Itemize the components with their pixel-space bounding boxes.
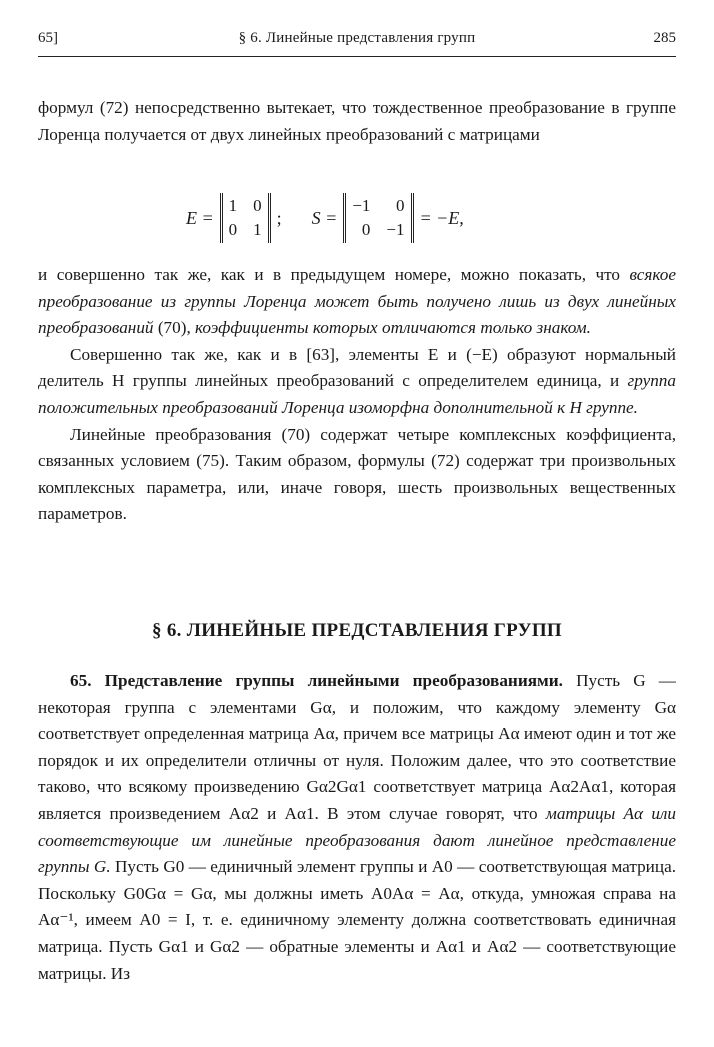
p2-text: и совершенно так же, как и в предыдущем номере, можно показать, что bbox=[38, 265, 621, 284]
running-head bbox=[38, 30, 676, 52]
matrix-cell: −1 bbox=[352, 196, 371, 215]
matrix-equation bbox=[0, 188, 714, 248]
p4-text: Линейные преобразования (70) содержат четыре комплексных коэффициента, связанных условием (75). Таким образом, формулы (72) содержат три произвольных комплексных параметра, или, иначе говоря, шесть произвольных вещественных параметров. bbox=[38, 424, 676, 524]
p2-italic-2: коэффициенты которых отличаются только знаком. bbox=[195, 318, 591, 338]
matrix-s bbox=[343, 193, 413, 243]
p5-text-2: Пусть G0 — единичный элемент группы и A0 — соответствующая матрица. Поскольку G0Gα = Gα, мы должны иметь A0Aα = Aα, откуда, умножая справа на Aα⁻¹, имеем A0 = I, т. е. единичному элементу должна соответствовать единичная матрица. Пусть Gα1 и Gα2 — обратные элементы и Aα1 и Aα2 — соответствующие матрицы. Из bbox=[38, 857, 676, 983]
page-number: 285 bbox=[653, 30, 676, 46]
p3-text: Совершенно так же, как и в [63], элементы E и (−E) образуют нормальный делитель H группы линейных преобразований с определителем единица, и bbox=[38, 344, 676, 391]
eq-lhs-e: E = bbox=[186, 207, 214, 228]
paragraph-1-text: формул (72) непосредственно вытекает, что тождественное преобразование в группе Лоренца получается от двух линейных преобразований с матрицами bbox=[38, 98, 676, 144]
p2-ref: (70), bbox=[157, 318, 191, 338]
paragraph-2 bbox=[38, 262, 676, 528]
paragraph-1 bbox=[38, 95, 676, 148]
section-body bbox=[38, 668, 676, 987]
p2-italic: всякое преобразование из группы Лоренца может быть получено лишь из двух линейных преобразований bbox=[38, 265, 676, 338]
eq-separator: ; bbox=[276, 207, 282, 228]
matrix-e bbox=[220, 193, 271, 243]
matrix-cell: 0 bbox=[361, 220, 371, 239]
running-title: § 6. Линейные представления групп bbox=[238, 30, 476, 46]
matrix-cell: 1 bbox=[253, 220, 262, 239]
p5-text: Пусть G — некоторая группа с элементами Gα, и положим, что каждому элементу Gα соответствует определенная матрица Aα, причем все матрицы Aα имеют один и тот же порядок и их определители отличны от нуля. Положим далее, что это соответствие таково, что всякому произведению Gα2Gα1 соответствует матрица Aα2Aα1, которая является произведением Aα2 и Aα1. В этом случае говорят, что bbox=[38, 671, 676, 823]
matrix-cell: 0 bbox=[396, 196, 405, 215]
eq-rhs: = −E, bbox=[419, 207, 464, 228]
matrix-cell: 0 bbox=[228, 220, 238, 239]
matrix-cell: 0 bbox=[253, 196, 262, 215]
subsection-heading: 65. Представление группы линейными преобразованиями. bbox=[70, 671, 563, 690]
section-title: § 6. ЛИНЕЙНЫЕ ПРЕДСТАВЛЕНИЯ ГРУПП bbox=[151, 620, 562, 641]
matrix-cell: 1 bbox=[228, 196, 238, 215]
p3-italic: группа положительных преобразований Лоренца изоморфна дополнительной к H группе. bbox=[38, 371, 676, 417]
matrix-cell: −1 bbox=[386, 220, 405, 239]
eq-lhs-s: S = bbox=[311, 207, 338, 228]
p5-italic: матрицы Aα или соответствующие им линейные преобразования дают линейное представление группы G. bbox=[38, 803, 676, 877]
section-number: 65] bbox=[38, 30, 58, 46]
header-rule bbox=[38, 56, 676, 57]
